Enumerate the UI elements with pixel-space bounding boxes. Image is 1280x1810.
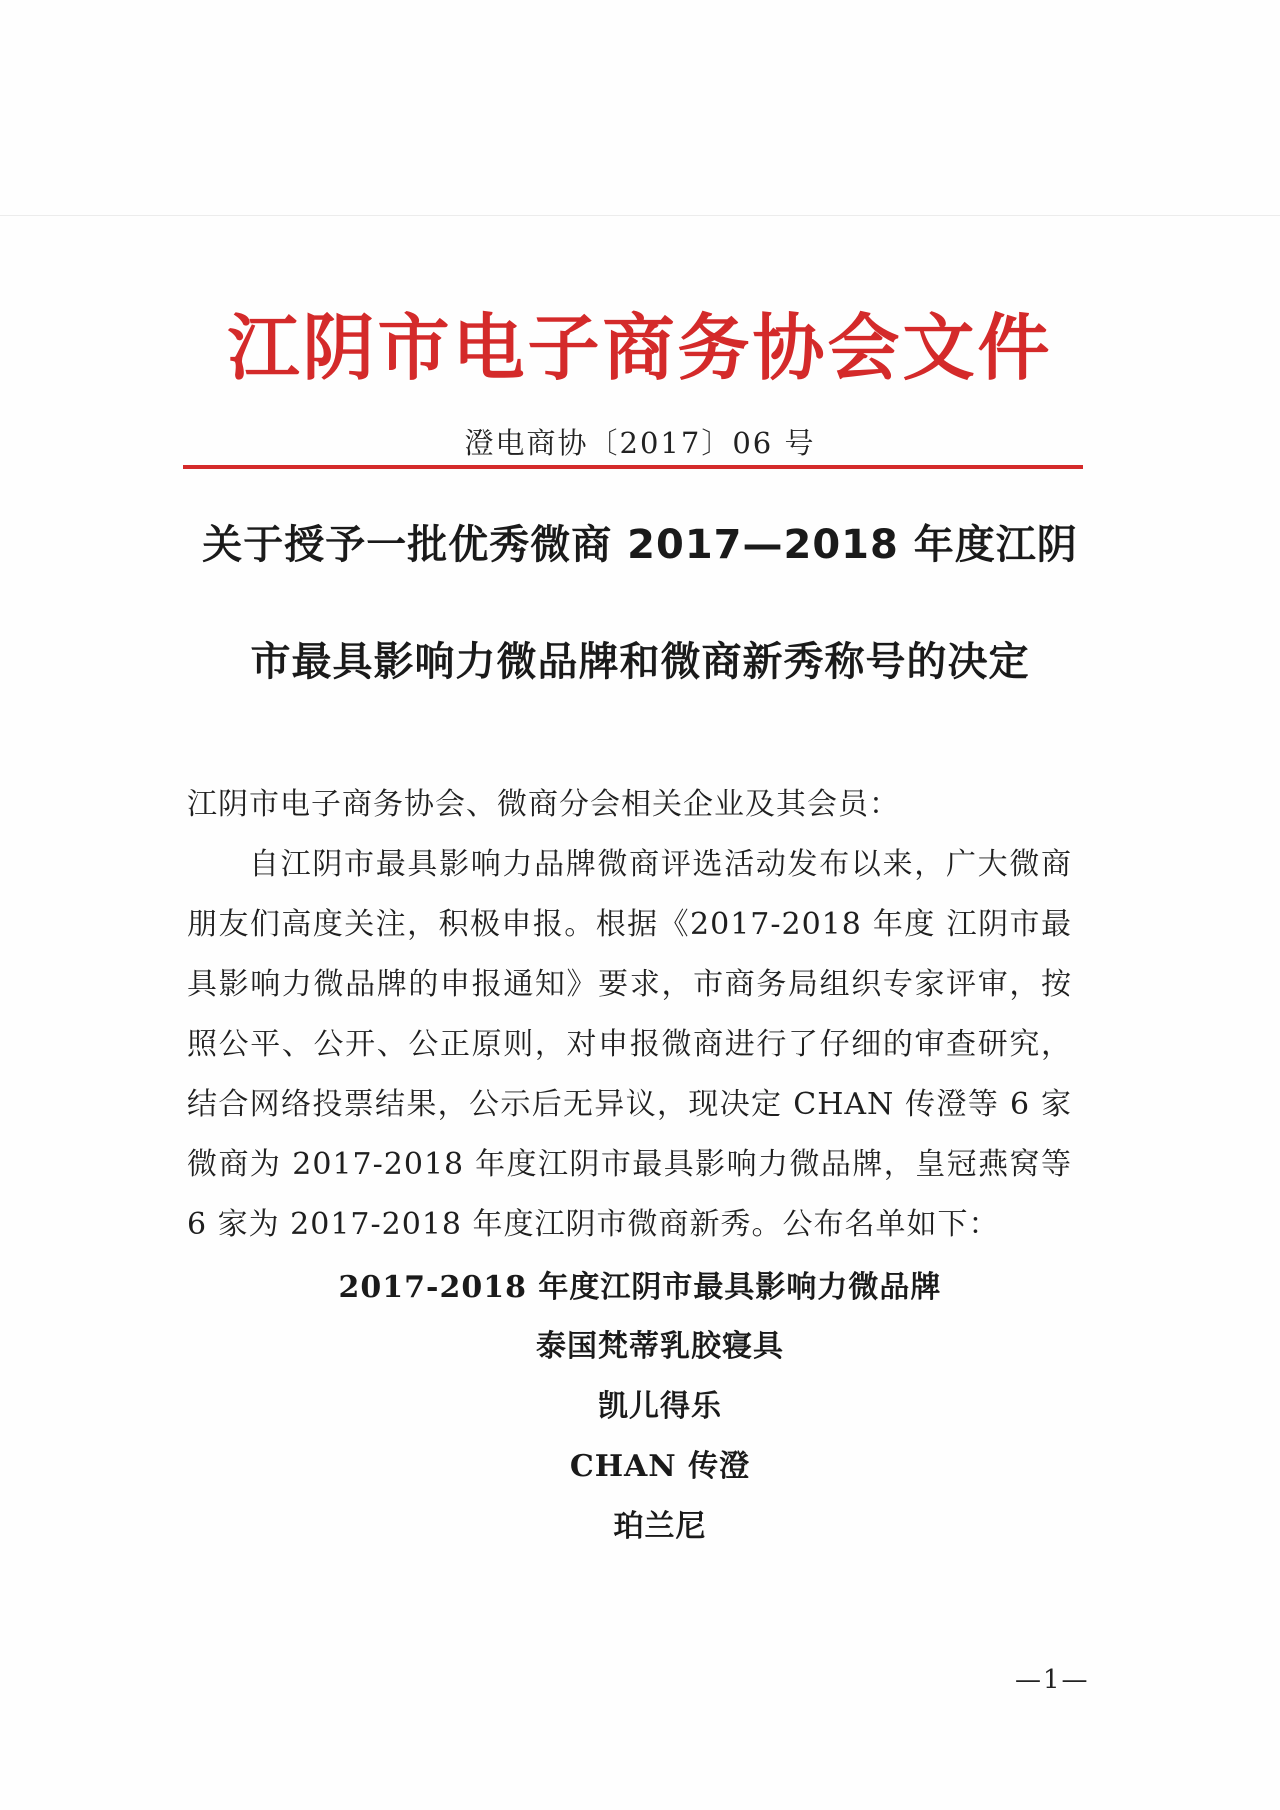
award-list-item: CHAN 传澄 [569, 1449, 751, 1484]
document-title-line-2: 市最具影响力微品牌和微商新秀称号的决定 [250, 639, 1030, 685]
paper-fold-line [0, 215, 1280, 216]
document-number: 澄电商协〔2017〕06 号 [464, 426, 816, 460]
award-list-heading: 2017-2018 年度江阴市最具影响力微品牌 [338, 1270, 942, 1305]
award-list-item: 泰国梵蒂乳胶寝具 [536, 1329, 784, 1364]
salutation: 江阴市电子商务协会、微商分会相关企业及其会员： [187, 787, 900, 822]
organization-header: 江阴市电子商务协会文件 [227, 306, 1053, 390]
document-title-line-1: 关于授予一批优秀微商 2017—2018 年度江阴 [202, 522, 1078, 568]
page-number: —1— [1015, 1665, 1090, 1695]
award-list-item: 凯儿得乐 [598, 1389, 722, 1424]
body-paragraph: 自江阴市最具影响力品牌微商评选活动发布以来，广大微商朋友们高度关注，积极申报。根据《2017-2018 年度 江阴市最具影响力微品牌的申报通知》要求，市商务局组织专家评审，按照公平、公开、公正原则，对申报微商进行了仔细的审查研究，结合网络投票结果，公示后无异议，现决定 CHAN 传澄等 6 家微商为 2017-2018 年度江阴市最具影响力微品牌，皇冠燕窝等 6 家为 2017-2018 年度江阴市微商新秀。公布名单如下： [187, 847, 1072, 1242]
red-divider-rule [183, 465, 1083, 469]
award-list-item: 珀兰尼 [613, 1509, 707, 1544]
